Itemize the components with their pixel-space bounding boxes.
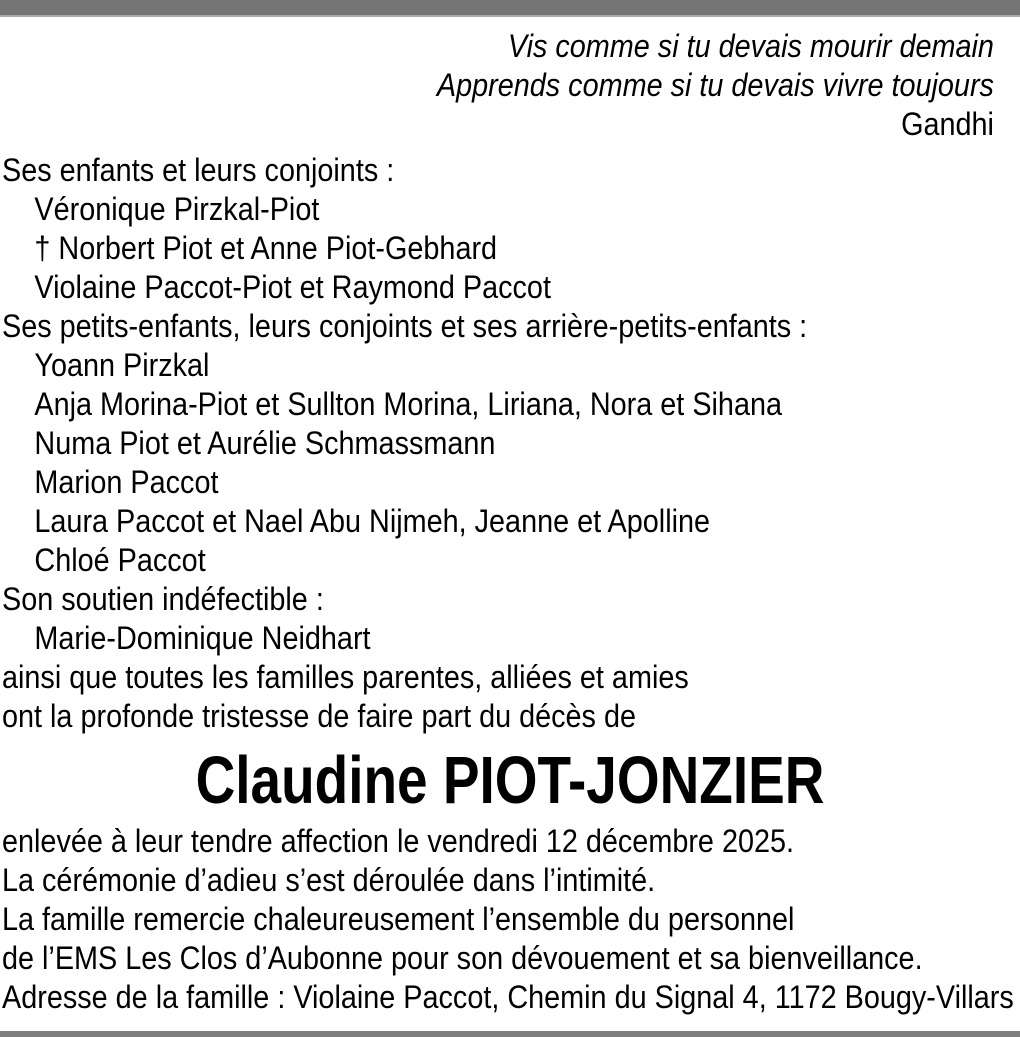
family-line: † Norbert Piot et Anne Piot-Gebhard	[34, 230, 498, 266]
quote-line: Vis comme si tu devais mourir demain	[507, 28, 994, 64]
closing-line: La famille remercie chaleureusement l’ensemble du personnel	[2, 901, 795, 937]
closing-line: La cérémonie d’adieu s’est déroulée dans l’intimité.	[2, 862, 656, 898]
family-line: Numa Piot et Aurélie Schmassmann	[34, 425, 496, 461]
family-line: Marion Paccot	[34, 464, 219, 500]
family-line: Marie-Dominique Neidhart	[34, 620, 371, 656]
family-line: Véronique Pirzkal-Piot	[34, 191, 320, 227]
family-line: Yoann Pirzkal	[34, 347, 210, 383]
closing-line: de l’EMS Les Clos d’Aubonne pour son dévouement et sa bienveillance.	[2, 940, 923, 976]
closing-line: Adresse de la famille : Violaine Paccot, Chemin du Signal 4, 1172 Bougy-Villars	[2, 979, 1014, 1015]
deceased-name: Claudine PIOT-JONZIER	[195, 743, 825, 818]
closing-list	[2, 822, 1014, 1017]
family-line: Ses petits-enfants, leurs conjoints et ses arrière-petits-enfants :	[2, 308, 808, 344]
epigraph-quote	[437, 27, 994, 144]
quote-attribution: Gandhi	[901, 106, 994, 142]
closing-line: enlevée à leur tendre affection le vendredi 12 décembre 2025.	[2, 823, 795, 859]
family-line: Ses enfants et leurs conjoints :	[2, 152, 395, 188]
family-line: ont la profonde tristesse de faire part du décès de	[2, 698, 636, 734]
quote-lines	[437, 27, 994, 105]
family-list	[2, 151, 807, 736]
quote-line: Apprends comme si tu devais vivre toujours	[436, 67, 994, 103]
family-line: Laura Paccot et Nael Abu Nijmeh, Jeanne et Apolline	[34, 503, 711, 539]
family-line: Chloé Paccot	[34, 542, 206, 578]
top-crop-bar	[0, 0, 1020, 17]
bottom-crop-bar	[0, 1031, 1020, 1037]
family-line: Son soutien indéfectible :	[2, 581, 324, 617]
family-line: Violaine Paccot-Piot et Raymond Paccot	[34, 269, 551, 305]
family-line: ainsi que toutes les familles parentes, alliées et amies	[2, 659, 689, 695]
family-line: Anja Morina-Piot et Sullton Morina, Liriana, Nora et Sihana	[34, 386, 782, 422]
